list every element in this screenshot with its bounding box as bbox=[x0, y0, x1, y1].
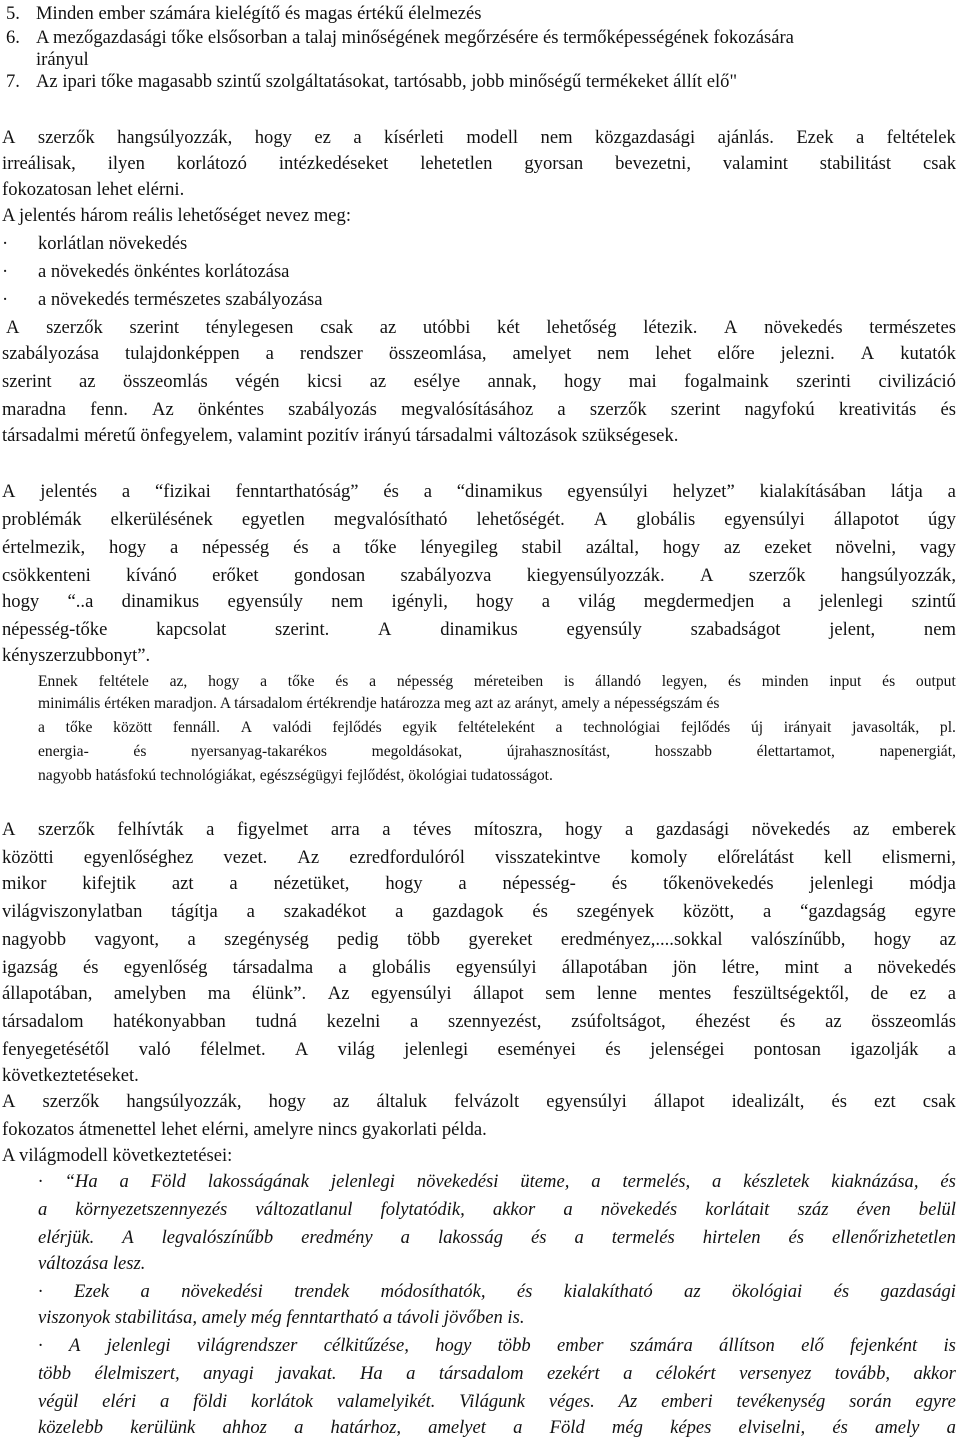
paragraph-line: fokozatos átmenettel lehet elérni, amelyre nincs gyakorlati példa. bbox=[2, 1119, 487, 1140]
paragraph-line: társadalom hatékonyabban tudná kezelni a szennyezést, zsúfoltságot, éhezést és az összeomlás bbox=[2, 1011, 956, 1032]
list-item: · a növekedés önkéntes korlátozása bbox=[2, 261, 290, 282]
conclusion-line: a környezetszennyezés változatlanul folytatódik, akkor a növekedés korlátait száz éven belül bbox=[38, 1199, 956, 1220]
conclusion-line: elérjük. A legvalószínűbb eredmény a lakosság és a termelés hirtelen és ellenőrizhetetlen bbox=[38, 1227, 956, 1248]
paragraph-line: Ennek feltétele az, hogy a tőke és a népesség méreteiben is állandó legyen, és minden input és output bbox=[38, 673, 956, 690]
list-number: 7. bbox=[6, 71, 20, 92]
conclusion-line: · A jelenlegi világrendszer célkitűzése, hogy több ember számára állítson elő fejenként is bbox=[38, 1335, 956, 1356]
bullet-icon: · bbox=[2, 289, 9, 310]
paragraph-line: hogy “..a dinamikus egyensúly nem igényli, hogy a világ megdermedjen a jelenlegi szintű bbox=[2, 591, 956, 612]
bullet-icon: · bbox=[2, 233, 9, 254]
paragraph-line: maradna fenn. Az önkéntes szabályozás megvalósításához a szerzők szerint nagyfokú kreativitás és bbox=[2, 399, 956, 420]
paragraph-line: A jelentés három reális lehetőséget nevez meg: bbox=[2, 205, 352, 226]
paragraph-line: szerint az összeomlás végén kicsi az esélye annak, hogy mai fogalmaink szerinti civilizáció bbox=[2, 371, 956, 392]
list-item: · a növekedés természetes szabályozása bbox=[2, 289, 323, 310]
list-item: · korlátlan növekedés bbox=[2, 233, 188, 254]
list-item-6-continued: irányul bbox=[36, 49, 89, 70]
list-item-6 bbox=[6, 26, 794, 50]
paragraph-line: mikor kifejtik azt a nézetüket, hogy a népesség- és tőkenövekedés jelenlegi módja bbox=[2, 873, 956, 894]
list-item-7 bbox=[6, 70, 737, 94]
conclusion-line: végül eléri a földi korlátok valamelyikét. Világunk véges. Az emberi tevékenység során egyre bbox=[38, 1391, 956, 1412]
paragraph-line: állapotában, amelyben ma élünk”. Az egyensúlyi állapot sem lenne mentes feszültségektől, de ez a bbox=[2, 983, 956, 1004]
paragraph-line: fenyegetésétől való félelmet. A világ jelenlegi eseményei és jelenségei pontosan igazolják a bbox=[2, 1039, 956, 1060]
conclusion-line: · Ezek a növekedési trendek módosíthatók, és kialakítható az ökológiai és gazdasági bbox=[38, 1281, 956, 1302]
paragraph-line: A szerzők hangsúlyozzák, hogy az általuk felvázolt egyensúlyi állapot idealizált, és ezt csak bbox=[2, 1091, 956, 1112]
paragraph-line: A szerzők felhívták a figyelmet arra a téves mítoszra, hogy a gazdasági növekedés az emberek bbox=[2, 819, 956, 840]
paragraph-line: A szerzők hangsúlyozzák, hogy ez a kísérleti modell nem közgazdasági ajánlás. Ezek a feltételek bbox=[2, 127, 956, 148]
paragraph-line: A jelentés a “fizikai fenntarthatóság” és a “dinamikus egyensúlyi helyzet” kialakításában látja a bbox=[2, 481, 956, 502]
paragraph-line: igazság és egyenlőség társadalma a globális egyensúlyi állapotában jön létre, mint a növekedés bbox=[2, 957, 956, 978]
conclusion-line: közelebb kerülünk ahhoz a határhoz, amelyet a Föld még képes elviselni, és amely a bbox=[38, 1417, 956, 1438]
paragraph-line: következtetéseket. bbox=[2, 1065, 139, 1086]
list-text: Minden ember számára kielégítő és magas értékű élelmezés bbox=[36, 3, 482, 24]
paragraph-line: világviszonylatban tágítja a szakadékot a gazdagok és szegények között, a “gazdagság egyre bbox=[2, 901, 956, 922]
paragraph-line: nagyobb vagyont, a szegénység pedig több gyereket eredményez,....sokkal valószínűbb, hogy az bbox=[2, 929, 956, 950]
conclusion-line: viszonyok stabilitása, amely még fenntartható a távoli jövőben is. bbox=[38, 1307, 525, 1328]
list-number: 6. bbox=[6, 27, 20, 48]
paragraph-line: szabályozása tulajdonképpen a rendszer összeomlása, amelyet nem lehet előre jelezni. A kutatók bbox=[2, 343, 956, 364]
paragraph-line: nagyobb hatásfokú technológiákat, egészségügyi fejlődést, ökológiai tudatosságot. bbox=[38, 767, 553, 784]
list-text: A mezőgazdasági tőke elsősorban a talaj minőségének megőrzésére és termőképességének fokozására bbox=[36, 27, 794, 48]
paragraph-line: A szerzők szerint ténylegesen csak az utóbbi két lehetőség létezik. A növekedés természetes bbox=[6, 317, 956, 338]
conclusion-line: változása lesz. bbox=[38, 1253, 146, 1274]
paragraph-line: közötti egyenlőséghez vezet. Az ezredfordulóról visszatekintve komoly előrelátást kell elismerni, bbox=[2, 847, 956, 868]
section-heading: A világmodell következtetései: bbox=[2, 1145, 233, 1166]
paragraph-line: a tőke között fennáll. A valódi fejlődés egyik feltételeként a technológiai fejlődés új irányait javasolták, pl. bbox=[38, 719, 956, 736]
paragraph-line: energia- és nyersanyag-takarékos megoldásokat, újrahasznosítást, hosszabb élettartamot, napenergiát, bbox=[38, 743, 956, 760]
paragraph-line: népesség-tőke kapcsolat szerint. A dinamikus egyensúly szabadságot jelent, nem bbox=[2, 619, 956, 640]
paragraph-line: értelmezik, hogy a népesség és a tőke lényegileg stabil azáltal, hogy az ezeket növelni, vagy bbox=[2, 537, 956, 558]
bullet-icon: · bbox=[2, 261, 9, 282]
paragraph-line: fokozatosan lehet elérni. bbox=[2, 179, 185, 200]
paragraph-line: társadalmi méretű önfegyelem, valamint pozitív irányú társadalmi változások szükségesek. bbox=[2, 425, 679, 446]
paragraph-line: minimális értéken maradjon. A társadalom értékrendje határozza meg azt az arányt, amely a népességszám és bbox=[38, 695, 720, 712]
paragraph-line: kényszerzubbonyt”. bbox=[2, 645, 151, 666]
conclusion-line: több élelmiszert, anyagi javakat. Ha a társadalom ezekért a célokért versenyez tovább, akkor bbox=[38, 1363, 956, 1384]
list-text: Az ipari tőke magasabb szintű szolgáltatásokat, tartósabb, jobb minőségű termékeket állít elő" bbox=[36, 71, 738, 92]
list-item-5 bbox=[6, 2, 482, 26]
paragraph-line: problémák elkerülésének egyetlen megvalósítható lehetőségét. A globális egyensúlyi állapotot úgy bbox=[2, 509, 956, 530]
paragraph-line: csökkenteni kívánó erőket gondosan szabályozva kiegyensúlyozzák. A szerzők hangsúlyozzák, bbox=[2, 565, 956, 586]
list-number: 5. bbox=[6, 3, 20, 24]
conclusion-line: · “Ha a Föld lakosságának jelenlegi növekedési üteme, a termelés, a készletek kiaknázása, és bbox=[38, 1171, 956, 1192]
paragraph-line: irreálisak, ilyen korlátozó intézkedéseket lehetetlen gyorsan bevezetni, valamint stabilitást csak bbox=[2, 153, 956, 174]
